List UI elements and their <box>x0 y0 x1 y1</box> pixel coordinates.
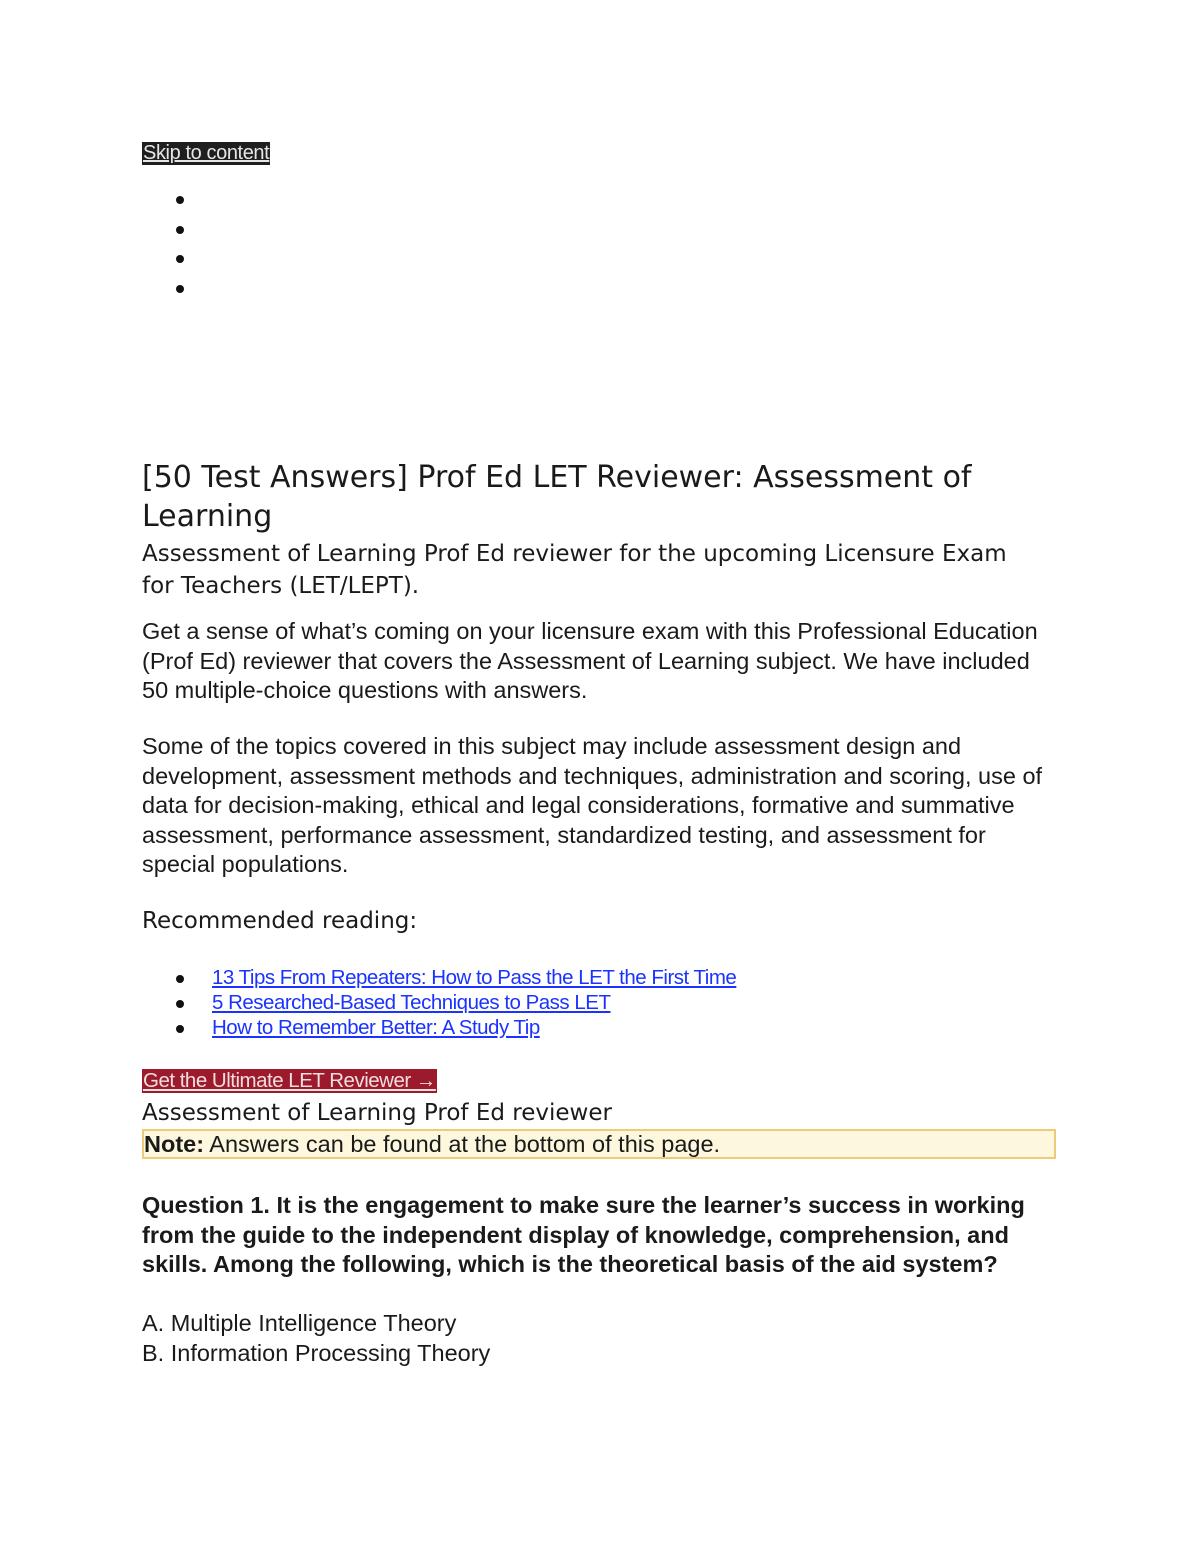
answer-option: A. Multiple Intelligence Theory <box>142 1310 457 1336</box>
reading-link-remember[interactable]: How to Remember Better: A Study Tip <box>212 1016 540 1039</box>
recommended-reading-heading: Recommended reading: <box>142 908 418 934</box>
section-heading: Assessment of Learning Prof Ed reviewer <box>142 1100 612 1126</box>
note-text: Answers can be found at the bottom of this page. <box>204 1131 721 1157</box>
list-item <box>142 991 736 1016</box>
reading-link-techniques[interactable]: 5 Researched-Based Techniques to Pass LET <box>212 991 611 1014</box>
page-subtitle: Assessment of Learning Prof Ed reviewer for the upcoming Licensure Exam for Teachers (LET/LEPT). <box>142 541 1007 599</box>
list-item <box>142 1016 736 1041</box>
note-label: Note: <box>144 1131 205 1157</box>
ultimate-reviewer-button[interactable]: Get the Ultimate LET Reviewer → <box>143 1069 436 1092</box>
note-box <box>142 1129 1056 1159</box>
answer-options <box>142 1309 490 1368</box>
question-text: Question 1. It is the engagement to make sure the learner’s success in working from the guide to the independent display of knowledge, comprehension, and skills. Among the following, which is the theoretical basis of the aid system? <box>142 1192 1025 1278</box>
answer-option: B. Information Processing Theory <box>142 1339 491 1366</box>
reading-link-tips[interactable]: 13 Tips From Repeaters: How to Pass the LET the First Time <box>212 966 737 989</box>
page-title: [50 Test Answers] Prof Ed LET Reviewer: Assessment of Learning <box>142 460 972 534</box>
intro-paragraph: Get a sense of what’s coming on your licensure exam with this Professional Education (Prof Ed) reviewer that covers the Assessment of Learning subject. We have included 50 multiple-choice questions with answers. <box>142 618 1038 704</box>
list-item <box>142 966 736 991</box>
topics-paragraph: Some of the topics covered in this subject may include assessment design and development, assessment methods and techniques, administration and scoring, use of data for decision-making, ethical and legal considerations, formative and summative assessment, performance assessment, standardized testing, and assessment for special populations. <box>142 733 1043 878</box>
skip-to-content-link[interactable]: Skip to content <box>143 142 270 164</box>
recommended-reading-list <box>142 966 736 1041</box>
